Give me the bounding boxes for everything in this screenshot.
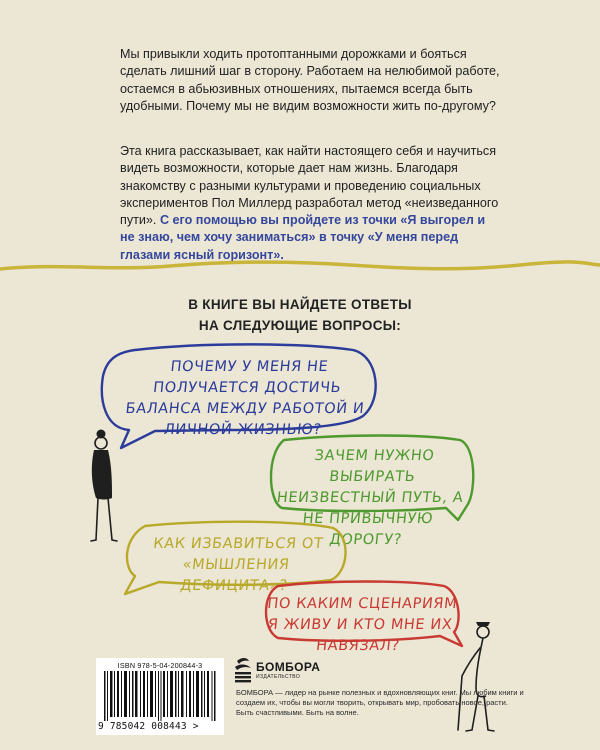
old-man-figure-illustration: [452, 618, 502, 736]
intro-highlight: С его помощью вы пройдете из точки «Я выгорел и не знаю, чем хочу заниматься» в точку «У меня перед глазами ясный горизонт».: [120, 213, 486, 262]
questions-heading-line-1: В КНИГЕ ВЫ НАЙДЕТЕ ОТВЕТЫ: [188, 297, 412, 312]
publisher-name: БОМБОРА: [256, 660, 321, 674]
questions-heading: [0, 294, 600, 336]
intro-paragraph-1: Мы привыкли ходить протоптанными дорожками и бояться сделать лишний шаг в сторону. Работаем на нелюбимой работе, остаемся в абьюзивных отношениях, пытаемся всегда быть удобными. Почему мы не видим возможности жить по-другому?: [120, 47, 500, 113]
barcode-bars: [104, 671, 216, 721]
intro-paragraph-2-text: Эта книга рассказывает, как найти настоящего себя и научиться видеть возможности, которые дает нам жизнь. Благодаря знакомству с разными культурами и проведению социальных экспериментов Пол Миллерд разработал метод «неизведанного пути».: [120, 144, 499, 228]
barcode-block: [96, 658, 224, 735]
isbn-label: ISBN 978-5-04-200844-3: [117, 661, 203, 670]
question-4-text: ПО КАКИМ СЦЕНАРИЯМ Я ЖИВУ И КТО МНЕ ИХ НАВЯЗАЛ?: [266, 596, 458, 654]
question-2-text: ЗАЧЕМ НУЖНО ВЫБИРАТЬ НЕИЗВЕСТНЫЙ ПУТЬ, А НЕ ПРИВЫЧНУЮ ДОРОГУ?: [275, 448, 465, 548]
wavy-divider: [0, 255, 600, 279]
questions-heading-line-2: НА СЛЕДУЮЩИЕ ВОПРОСЫ:: [198, 318, 402, 333]
publisher-blurb: БОМБОРА — лидер на рынке полезных и вдохновляющих книг. Мы любим книги и создаем их, чтобы вы могли творить, открывать мир, пробовать новое, расти. Быть счастливыми. Быть на волне.: [236, 688, 524, 717]
question-1-text: ПОЧЕМУ У МЕНЯ НЕ ПОЛУЧАЕТСЯ ДОСТИЧЬ БАЛАНСА МЕЖДУ РАБОТОЙ И ЛИЧНОЙ ЖИЗНЬЮ?: [124, 359, 366, 438]
woman-figure-illustration: [82, 428, 122, 548]
intro-paragraph-2: [120, 143, 500, 264]
publisher-imprint: ИЗДАТЕЛЬСТВО: [256, 674, 301, 680]
question-3-text: КАК ИЗБАВИТЬСЯ ОТ «МЫШЛЕНИЯ ДЕФИЦИТА»?: [152, 536, 325, 594]
bombora-logo-icon: [233, 657, 253, 685]
barcode-number: 9 785042 008443 >: [98, 721, 199, 732]
